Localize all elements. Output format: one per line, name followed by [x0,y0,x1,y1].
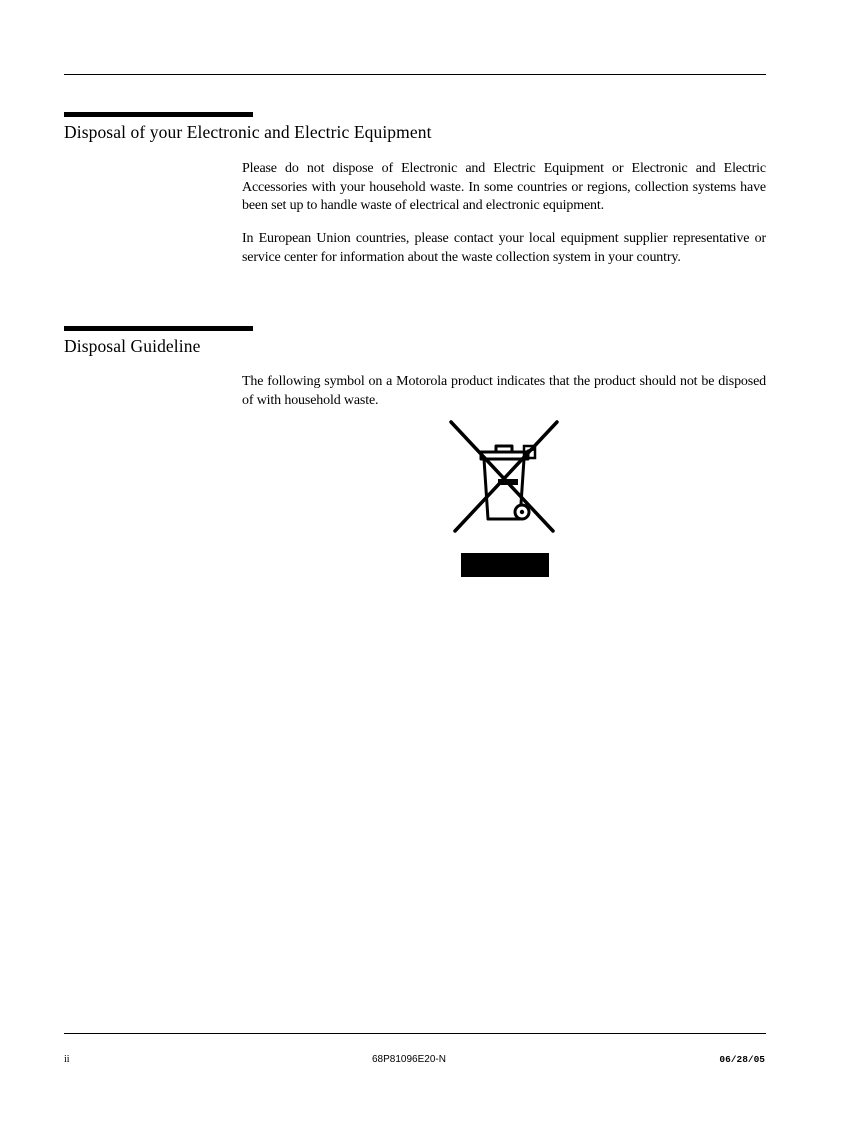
section-heading-disposal-guideline: Disposal Guideline [64,336,201,356]
footer-page-number: ii [64,1054,70,1065]
section-bar [64,112,253,117]
footer-date: 06/28/05 [719,1054,765,1065]
section-heading-disposal-equipment: Disposal of your Electronic and Electric Equipment [64,122,432,142]
paragraph-eu-contact: In European Union countries, please contact your local equipment supplier representative or service center for information about the waste collection system in your country. [242,231,766,265]
footer-rule [64,1033,766,1034]
paragraph-household-waste: Please do not dispose of Electronic and Electric Equipment or Electronic and Electric Accessories with your household waste. In some countries or regions, collection systems have been set up to handle waste of electrical and electronic equipment. [242,161,766,213]
section-bar [64,326,253,331]
header-rule [64,74,766,75]
footer-document-id: 68P81096E20-N [372,1054,446,1065]
paragraph-symbol-meaning: The following symbol on a Motorola product indicates that the product should not be disposed of with household waste. [242,374,766,408]
crossed-out-wheelie-bin-icon [448,419,560,579]
